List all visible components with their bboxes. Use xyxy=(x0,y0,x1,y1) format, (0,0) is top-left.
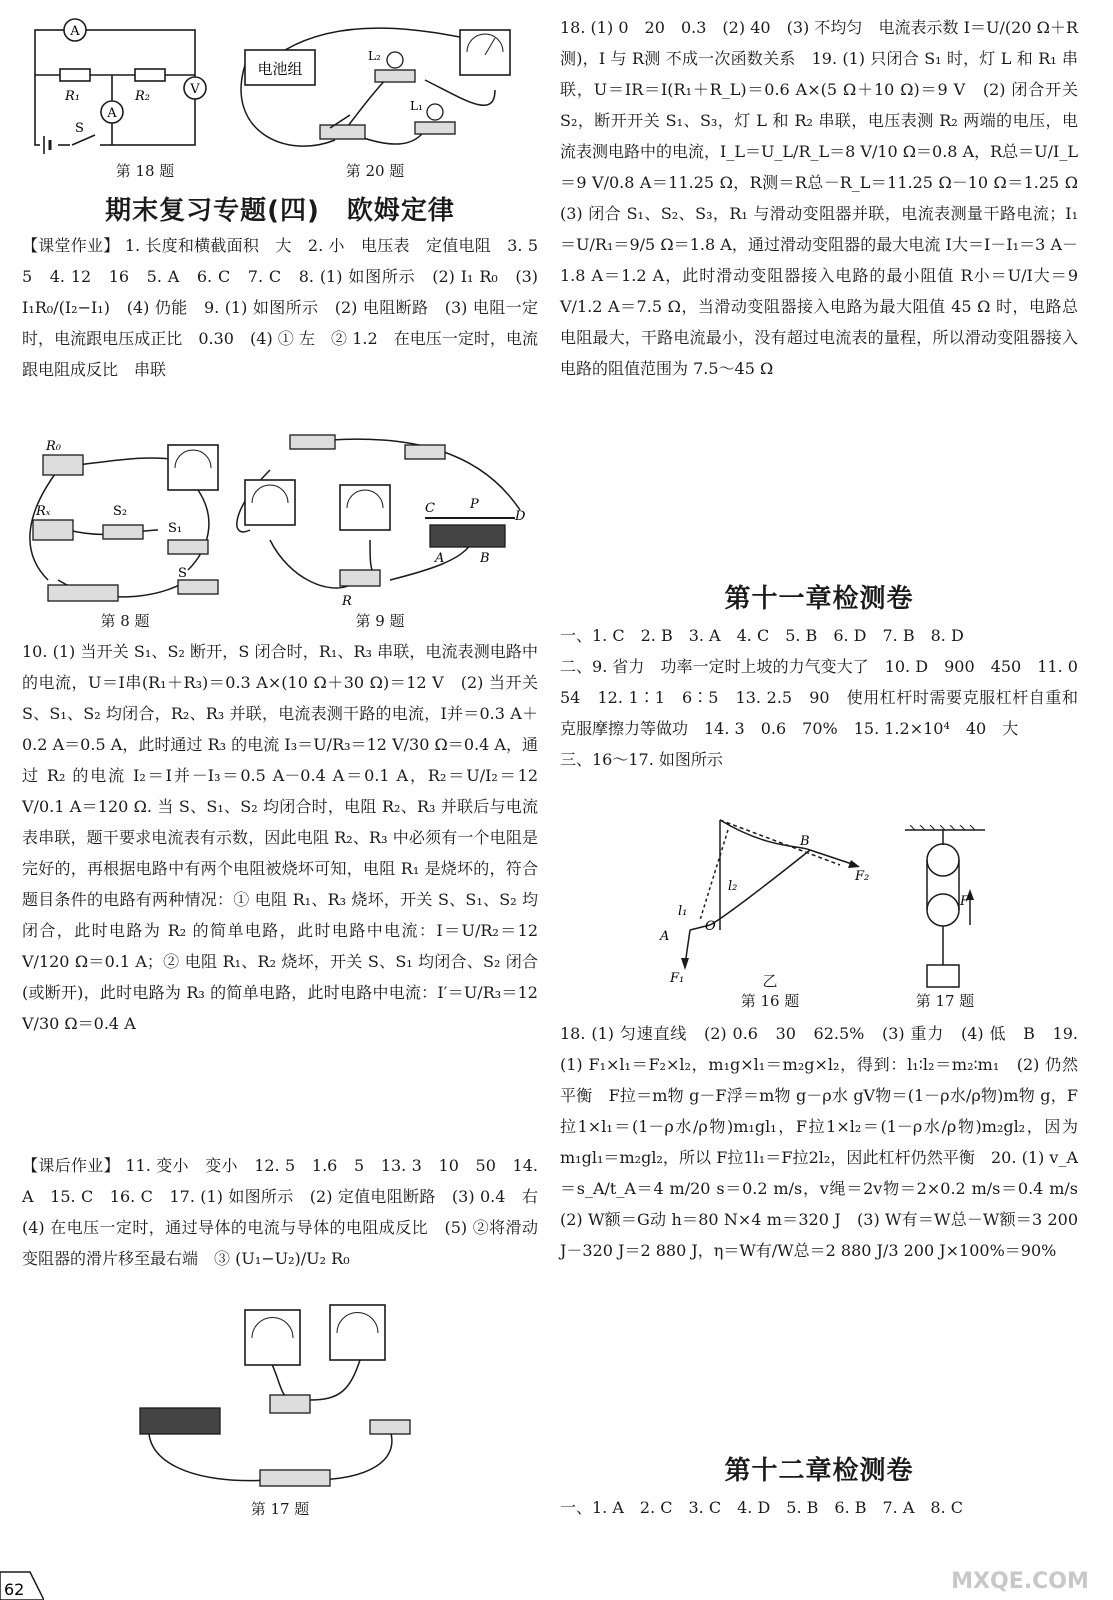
s1-label: S₁ xyxy=(168,521,183,536)
d-label: D xyxy=(515,509,526,524)
battery-label: 电池组 xyxy=(257,60,303,78)
ammeter-label-top: A xyxy=(70,24,80,39)
lamp1-label: L₁ xyxy=(410,99,423,113)
lamp2-label: L₂ xyxy=(368,49,381,63)
watermark-text: MXQE.COM xyxy=(951,1569,1089,1594)
watermark-logo xyxy=(930,1528,1110,1598)
chapter11-part1-answers: 一、1. C 2. B 3. A 4. C 5. B 6. D 7. B 8. D xyxy=(560,626,964,645)
chapter11-part3-intro: 三、16～17. 如图所示 xyxy=(560,750,723,769)
page-number-tab xyxy=(0,1568,44,1600)
caption-q17-left: 第 17 题 xyxy=(250,1500,310,1518)
classwork-answers: 【课堂作业】 1. 长度和横截面积 大 2. 小 电压表 定值电阻 3. 5 5 4. 12 16 5. A 6. C 7. C 8. (1) 如图所示 (2) I₁ R₀ (3) I₁R₀/(I₂−I₁) (4) 仍能 9. (1) 如图所示 (2) 电阻断路 (3) 电阻一定时，电流跟电压成正比 0.30 (4) ① 左 ② 1.2 在电压一定时，电流跟电阻成反比 串联 xyxy=(22,236,555,379)
f2-label: F₂ xyxy=(855,869,870,884)
physical-circuit-q9 xyxy=(230,430,530,610)
section-heading-ohms-law: 期末复习专题(四) 欧姆定律 xyxy=(105,196,455,226)
caption-q18: 第 18 题 xyxy=(115,162,175,180)
chapter11-part2-answers: 二、9. 省力 功率一定时上坡的力气变大了 10. D 900 450 11. 0 54 12. 1∶1 6∶5 13. 2.5 90 使用杠杆时需要克服杠杆自重和克服摩擦力等做功 14. 3 0.6 70% 15. 1.2×10⁴ 40 大 xyxy=(560,657,1095,738)
physical-circuit-q8 xyxy=(18,430,228,610)
s-label: S xyxy=(178,566,187,581)
s2-label: S₂ xyxy=(113,504,128,519)
caption-yi: 乙 xyxy=(762,972,778,990)
o-label: O xyxy=(705,919,716,934)
chapter11-test-heading: 第十一章检测卷 xyxy=(724,584,914,614)
homework-answers: 【课后作业】 11. 变小 变小 12. 5 1.6 5 13. 3 10 50 14. A 15. C 16. C 17. (1) 如图所示 (2) 定值电阻断路 (3) 0.4 右 (4) 在电压一定时，通过导体的电流与导体的电阻成反比 (5) ②将滑动变阻器的滑片移至最右端 ③ (U₁−U₂)/U₂ R₀ xyxy=(22,1156,555,1268)
caption-q9: 第 9 题 xyxy=(355,612,405,630)
chapter12-part1-answers: 一、1. A 2. C 3. C 4. D 5. B 6. B 7. A 8. C xyxy=(560,1498,963,1517)
r-label: R xyxy=(342,594,352,609)
a-label: A xyxy=(435,551,445,566)
b-label: B xyxy=(480,551,490,566)
caption-q17-right: 第 17 题 xyxy=(915,992,975,1010)
caption-q20: 第 20 题 xyxy=(345,162,405,180)
lever-a-label: A xyxy=(660,929,670,944)
ammeter-label-mid: A xyxy=(107,106,117,121)
caption-q8: 第 8 题 xyxy=(100,612,150,630)
caption-q16: 第 16 题 xyxy=(740,992,800,1010)
voltmeter-label: V xyxy=(190,82,200,97)
p-label: P xyxy=(470,497,479,512)
q18-q19-solution: 18. (1) 0 20 0.3 (2) 40 (3) 不均匀 电流表示数 I＝U/(20 Ω＋R测)，I 与 R测 不成一次函数关系 19. (1) 只闭合 S₁ 时，灯 L 和 R₁ 串联，U＝IR＝I(R₁＋R_L)＝0.6 A×(5 Ω＋10 Ω)＝9 V (2) 闭合开关 S₂，断开开关 S₁、S₃，灯 L 和 R₂ 串联，电压表测 R₂ 两端的电压，电流表测电路中的电流，I_L＝U_L/R_L＝8 V/10 Ω＝0.8 A，R总＝U/I_L＝9 V/0.8 A＝11.25 Ω，R测＝R总－R_L＝11.25 Ω－10 Ω＝1.25 Ω (3) 闭合 S₁、S₂、S₃，R₁ 与滑动变阻器并联，电流表测量干路电流；I₁＝U/R₁＝9/5 Ω＝1.8 A，通过滑动变阻器的最大电流 I大＝I－I₁＝3 A－1.8 A＝1.2 A，此时滑动变阻器接入电路的最小阻值 R小＝U/I大＝9 V/1.2 A＝7.5 Ω，当滑动变阻器接入电路为最大阻值 45 Ω 时，电路总电阻最大，干路电流最小，没有超过电流表的量程，所以滑动变阻器接入电路的阻值范围为 7.5～45 Ω xyxy=(560,18,1095,378)
f1-label: F₁ xyxy=(670,971,685,986)
r0-label: R₀ xyxy=(46,439,61,454)
q10-solution: 10. (1) 当开关 S₁、S₂ 断开，S 闭合时，R₁、R₃ 串联，电流表测电路中的电流，U＝I串(R₁＋R₃)＝0.3 A×(10 Ω＋30 Ω)＝12 V (2) 当开关 S、S₁、S₂ 均闭合，R₂、R₃ 并联，电流表测干路的电流，I并＝0.3 A＋0.2 A＝0.5 A，此时通过 R₃ 的电流 I₃＝U/R₃＝12 V/30 Ω＝0.4 A，通过 R₂ 的电流 I₂＝I并－I₃＝0.5 A－0.4 A＝0.1 A，R₂＝U/I₂＝12 V/0.1 A＝120 Ω. 当 S、S₁、S₂ 均闭合时，电阻 R₂、R₃ 并联后与电流表串联，题干要求电流表有示数，因此电阻 R₂、R₃ 中必须有一个电阻是完好的，再根据电路中有两个电阻被烧坏可知，电阻 R₁ 是烧坏的，符合题目条件的电路有两种情况：① 电阻 R₁、R₃ 烧坏，开关 S、S₁、S₂ 均闭合，此时电路为 R₂ 的简单电路，此时电路中电流：I＝U/R₂＝12 V/120 Ω＝0.1 A；② 电阻 R₁、R₂ 烧坏，开关 S、S₁ 均闭合、S₂ 闭合(或断开)，此时电路为 R₃ 的简单电路，此时电路中电流：I′＝U/R₃＝12 V/30 Ω＝0.4 A xyxy=(22,642,538,1033)
lever-diagram-q16 xyxy=(650,810,880,990)
pulley-diagram-q17 xyxy=(905,825,985,990)
physical-circuit-q17 xyxy=(130,1300,430,1500)
switch-s-label: S xyxy=(75,121,84,136)
l1-label: l₁ xyxy=(678,904,688,919)
rx-label: Rₓ xyxy=(36,504,51,519)
r1-label: R₁ xyxy=(65,89,80,104)
physical-circuit-q20 xyxy=(225,10,525,160)
c-label: C xyxy=(425,501,435,516)
page-number: 62 xyxy=(4,1580,25,1599)
q18-q20-solution: 18. (1) 匀速直线 (2) 0.6 30 62.5% (3) 重力 (4) 低 B 19. (1) F₁×l₁＝F₂×l₂，m₁g×l₁＝m₂g×l₂，得到：l₁∶l₂＝m₂∶m₁ (2) 仍然平衡 F拉＝m物 g－F浮＝m物 g－ρ水 gV物＝(1－ρ水/ρ物)m物 g，F拉1×l₁＝(1－ρ水/ρ物)m₁gl₁，F拉1×l₂＝(1－ρ水/ρ物)m₂gl₂，因为 m₁gl₁＝m₂gl₂，所以 F拉1l₁＝F拉2l₂，因此杠杆仍然平衡 20. (1) v_A＝s_A/t_A＝4 m/20 s＝0.2 m/s，v绳＝2v物＝2×0.2 m/s＝0.4 m/s (2) W额＝G动 h＝80 N×4 m＝320 J (3) W有＝W总－W额＝3 200 J－320 J＝2 880 J，η＝W有/W总＝2 880 J/3 200 J×100%＝90% xyxy=(560,1024,1095,1260)
circuit-diagram-q18 xyxy=(30,10,220,160)
lever-b-label: B xyxy=(800,834,810,849)
l2-label: l₂ xyxy=(728,879,738,894)
r2-label: R₂ xyxy=(135,89,150,104)
f-label: F xyxy=(960,894,970,909)
chapter12-test-heading: 第十二章检测卷 xyxy=(724,1456,914,1486)
